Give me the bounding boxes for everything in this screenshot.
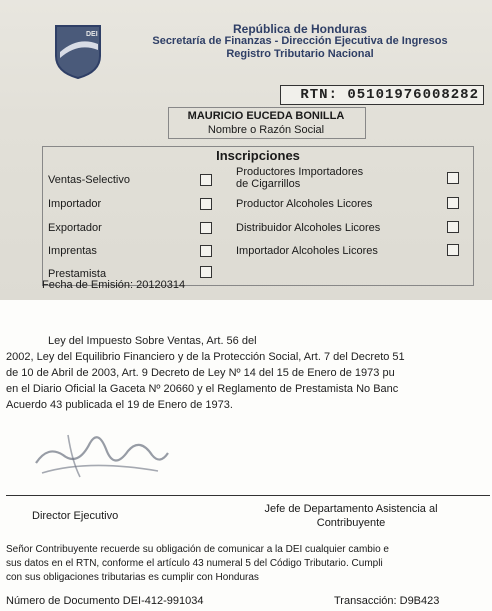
fecha-emision: Fecha de Emisión: 20120314 xyxy=(42,279,186,291)
inscripciones-title: Inscripciones xyxy=(216,148,300,163)
insc-productores-line2: de Cigarrillos xyxy=(236,178,301,190)
insc-importador: Importador xyxy=(48,198,102,210)
checkbox-exportador xyxy=(200,222,212,234)
checkbox-importador-alcoholes xyxy=(447,244,459,256)
taxpayer-name-label: Nombre o Razón Social xyxy=(207,124,325,136)
director-signature xyxy=(28,415,173,490)
insc-distribuidor-alcoholes: Distribuidor Alcoholes Licores xyxy=(236,222,381,234)
footer-line-2: sus datos en el RTN, conforme el artículo 43 numeral 5 del Código Tributario. Cumpli xyxy=(6,558,383,569)
dei-logo-icon xyxy=(52,22,104,80)
footer-line-1: Señor Contribuyente recuerde su obligación de comunicar a la DEI cualquier cambio e xyxy=(6,544,389,555)
jefe-title-line1: Jefe de Departamento Asistencia al xyxy=(264,503,438,515)
body-line-5: Acuerdo 43 publicada el 19 de Enero de 1973. xyxy=(6,399,233,411)
insc-importador-alcoholes: Importador Alcoholes Licores xyxy=(236,245,378,257)
numero-documento: Número de Documento DEI-412-991034 xyxy=(6,595,204,607)
jefe-title xyxy=(216,502,486,530)
checkbox-distribuidor-alcoholes xyxy=(447,221,459,233)
checkbox-imprentas xyxy=(200,245,212,257)
checkbox-prestamista xyxy=(200,266,212,278)
insc-productor-alcoholes: Productor Alcoholes Licores xyxy=(236,198,373,210)
taxpayer-name: MAURICIO EUCEDA BONILLA xyxy=(187,110,345,122)
insc-ventas-selectivo: Ventas-Selectivo xyxy=(48,174,130,186)
insc-exportador: Exportador xyxy=(48,222,102,234)
signature-line xyxy=(6,495,490,496)
body-line-3: de 10 de Abril de 2003, Art. 9 Decreto de Ley Nº 14 del 15 de Enero de 1973 pu xyxy=(6,367,395,379)
body-line-4: en el Diario Oficial la Gaceta Nº 20660 y el Reglamento de Prestamista No Banc xyxy=(6,383,399,395)
header-republic: República de Honduras xyxy=(232,22,368,36)
jefe-title-line2: Contribuyente xyxy=(316,517,386,529)
checkbox-productores-importadores xyxy=(447,172,459,184)
body-line-2: 2002, Ley del Equilibrio Financiero y de la Protección Social, Art. 7 del Decreto 51 xyxy=(6,351,405,363)
rtn-number: RTN: 05101976008282 xyxy=(280,85,484,105)
insc-prestamista: Prestamista xyxy=(48,268,107,280)
transaccion: Transacción: D9B423 xyxy=(334,595,440,607)
checkbox-productor-alcoholes xyxy=(447,197,459,209)
insc-imprentas: Imprentas xyxy=(48,245,97,257)
logo-text: DEI xyxy=(86,31,98,38)
header-registro: Registro Tributario Nacional xyxy=(226,48,374,60)
insc-productores-importadores xyxy=(236,166,363,190)
insc-productores-line1: Productores Importadores xyxy=(236,166,364,178)
checkbox-importador xyxy=(200,198,212,210)
checkbox-ventas-selectivo xyxy=(200,174,212,186)
body-line-1: Ley del Impuesto Sobre Ventas, Art. 56 del xyxy=(48,335,257,347)
header-secretaria: Secretaría de Finanzas - Dirección Ejecutiva de Ingresos xyxy=(152,35,448,47)
footer-line-3: con sus obligaciones tributarias es cumplir con Honduras xyxy=(6,572,259,583)
director-title: Director Ejecutivo xyxy=(32,510,119,522)
